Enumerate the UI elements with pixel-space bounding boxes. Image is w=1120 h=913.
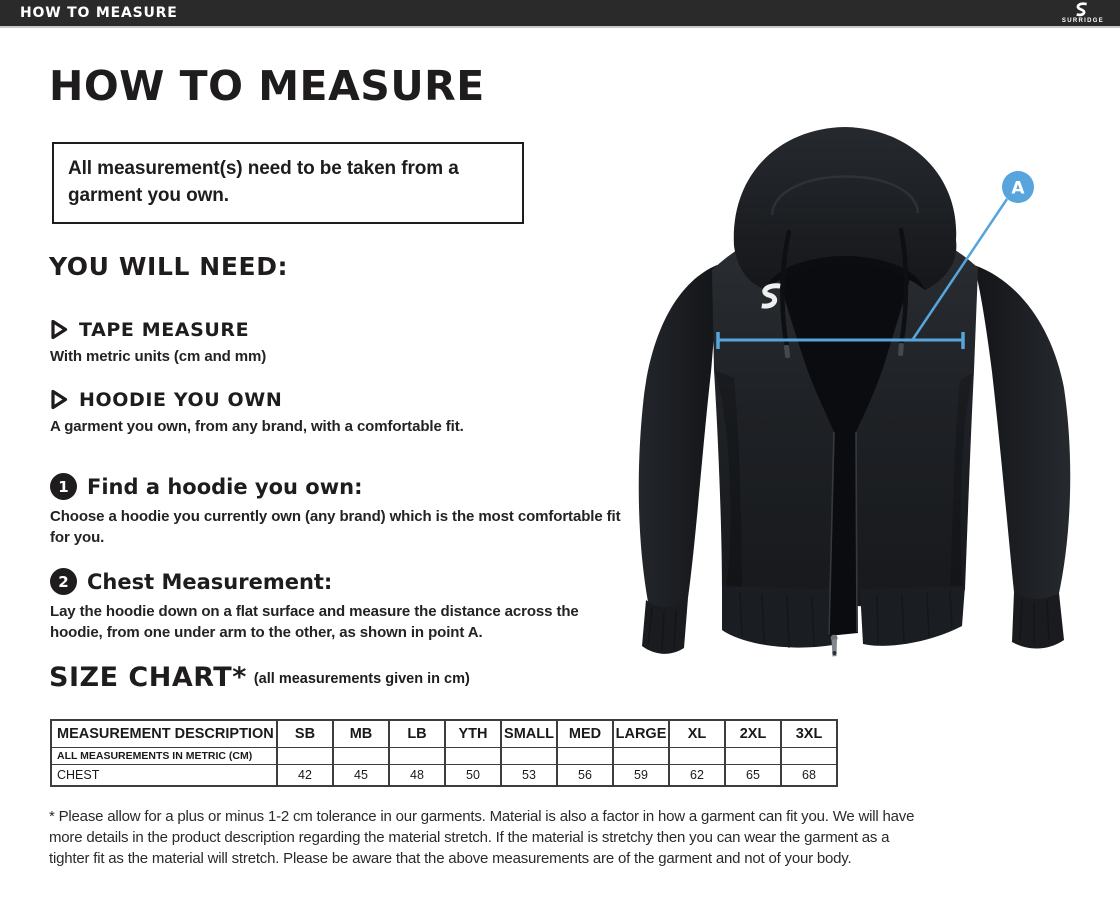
note-box [52,142,524,224]
table-cell [725,748,781,765]
need-item-description: With metric units (cm and mm) [50,348,267,365]
table-cell: 68 [781,765,837,787]
table-cell: ALL MEASUREMENTS IN METRIC (CM) [51,748,277,765]
size-table-header: SMALL [501,720,557,748]
step-number-badge: 1 [50,473,77,500]
step-description: Lay the hoodie down on a flat surface and measure the distance across the hoodie, from one under arm to the other, as shown in point A. [50,603,579,641]
hoodie-image [622,120,1120,695]
size-table-header: XL [669,720,725,748]
size-chart-footnote: * Please allow for a plus or minus 1-2 cm tolerance in our garments. Material is also a factor in how a garment can fit you. We will have more details in the product description regarding the material stretch. If the material is stretchy then you can wear the garment as a tighter fit as the material will stretch. Please be aware that the above measurements are of the garment and not of your body. [49,808,915,867]
you-will-need-heading: YOU WILL NEED: [49,252,289,281]
triangle-bullet-icon [50,388,69,411]
need-item-description: A garment you own, from any brand, with a comfortable fit. [50,418,464,435]
size-table-header: LB [389,720,445,748]
zipper-pull-icon [831,635,838,657]
need-item-hoodie [50,388,282,411]
table-cell: 53 [501,765,557,787]
size-chart-table [50,719,838,787]
table-cell [613,748,669,765]
table-cell: 56 [557,765,613,787]
table-cell [781,748,837,765]
table-cell [557,748,613,765]
brand-logo [1062,2,1104,24]
table-cell: 59 [613,765,669,787]
table-cell [389,748,445,765]
size-table-header: 2XL [725,720,781,748]
size-table-body [51,748,837,787]
surridge-s-icon [1074,2,1091,17]
note-text: All measurement(s) need to be taken from a garment you own. [68,158,459,206]
topbar [0,0,1120,28]
step-title: Chest Measurement: [87,569,333,594]
size-table-header: MEASUREMENT DESCRIPTION [51,720,277,748]
table-cell [669,748,725,765]
topbar-title: HOW TO MEASURE [20,5,178,21]
size-table-header: SB [277,720,333,748]
size-chart-subheading: (all measurements given in cm) [253,671,470,687]
step-1 [50,473,362,500]
table-cell: 42 [277,765,333,787]
size-chart-heading-row [49,662,470,693]
size-table-header: LARGE [613,720,669,748]
size-table-header: MB [333,720,389,748]
page-title: HOW TO MEASURE [49,62,485,110]
table-row [51,748,837,765]
need-item-tape-measure [50,318,249,341]
size-table-header: YTH [445,720,501,748]
step-2 [50,568,332,595]
table-cell: 62 [669,765,725,787]
triangle-bullet-icon [50,318,69,341]
point-a-label: A [1011,178,1025,199]
table-cell: 50 [445,765,501,787]
table-cell [501,748,557,765]
table-cell [277,748,333,765]
brand-name: SURRIDGE [1061,18,1104,24]
table-cell: 45 [333,765,389,787]
table-cell [445,748,501,765]
table-cell [333,748,389,765]
size-table-header: MED [557,720,613,748]
step-number-badge: 2 [50,568,77,595]
step-description: Choose a hoodie you currently own (any brand) which is the most comfortable fit for you. [50,508,621,546]
table-cell: CHEST [51,765,277,787]
step-title: Find a hoodie you own: [87,474,363,499]
size-table-header: 3XL [781,720,837,748]
size-chart-heading: SIZE CHART* [49,662,247,693]
hoodie-figure [622,120,1120,695]
size-table-head-row [51,720,837,748]
table-cell: 65 [725,765,781,787]
need-item-title: TAPE MEASURE [79,318,250,341]
need-item-title: HOODIE YOU OWN [79,388,283,411]
table-row [51,765,837,787]
table-cell: 48 [389,765,445,787]
